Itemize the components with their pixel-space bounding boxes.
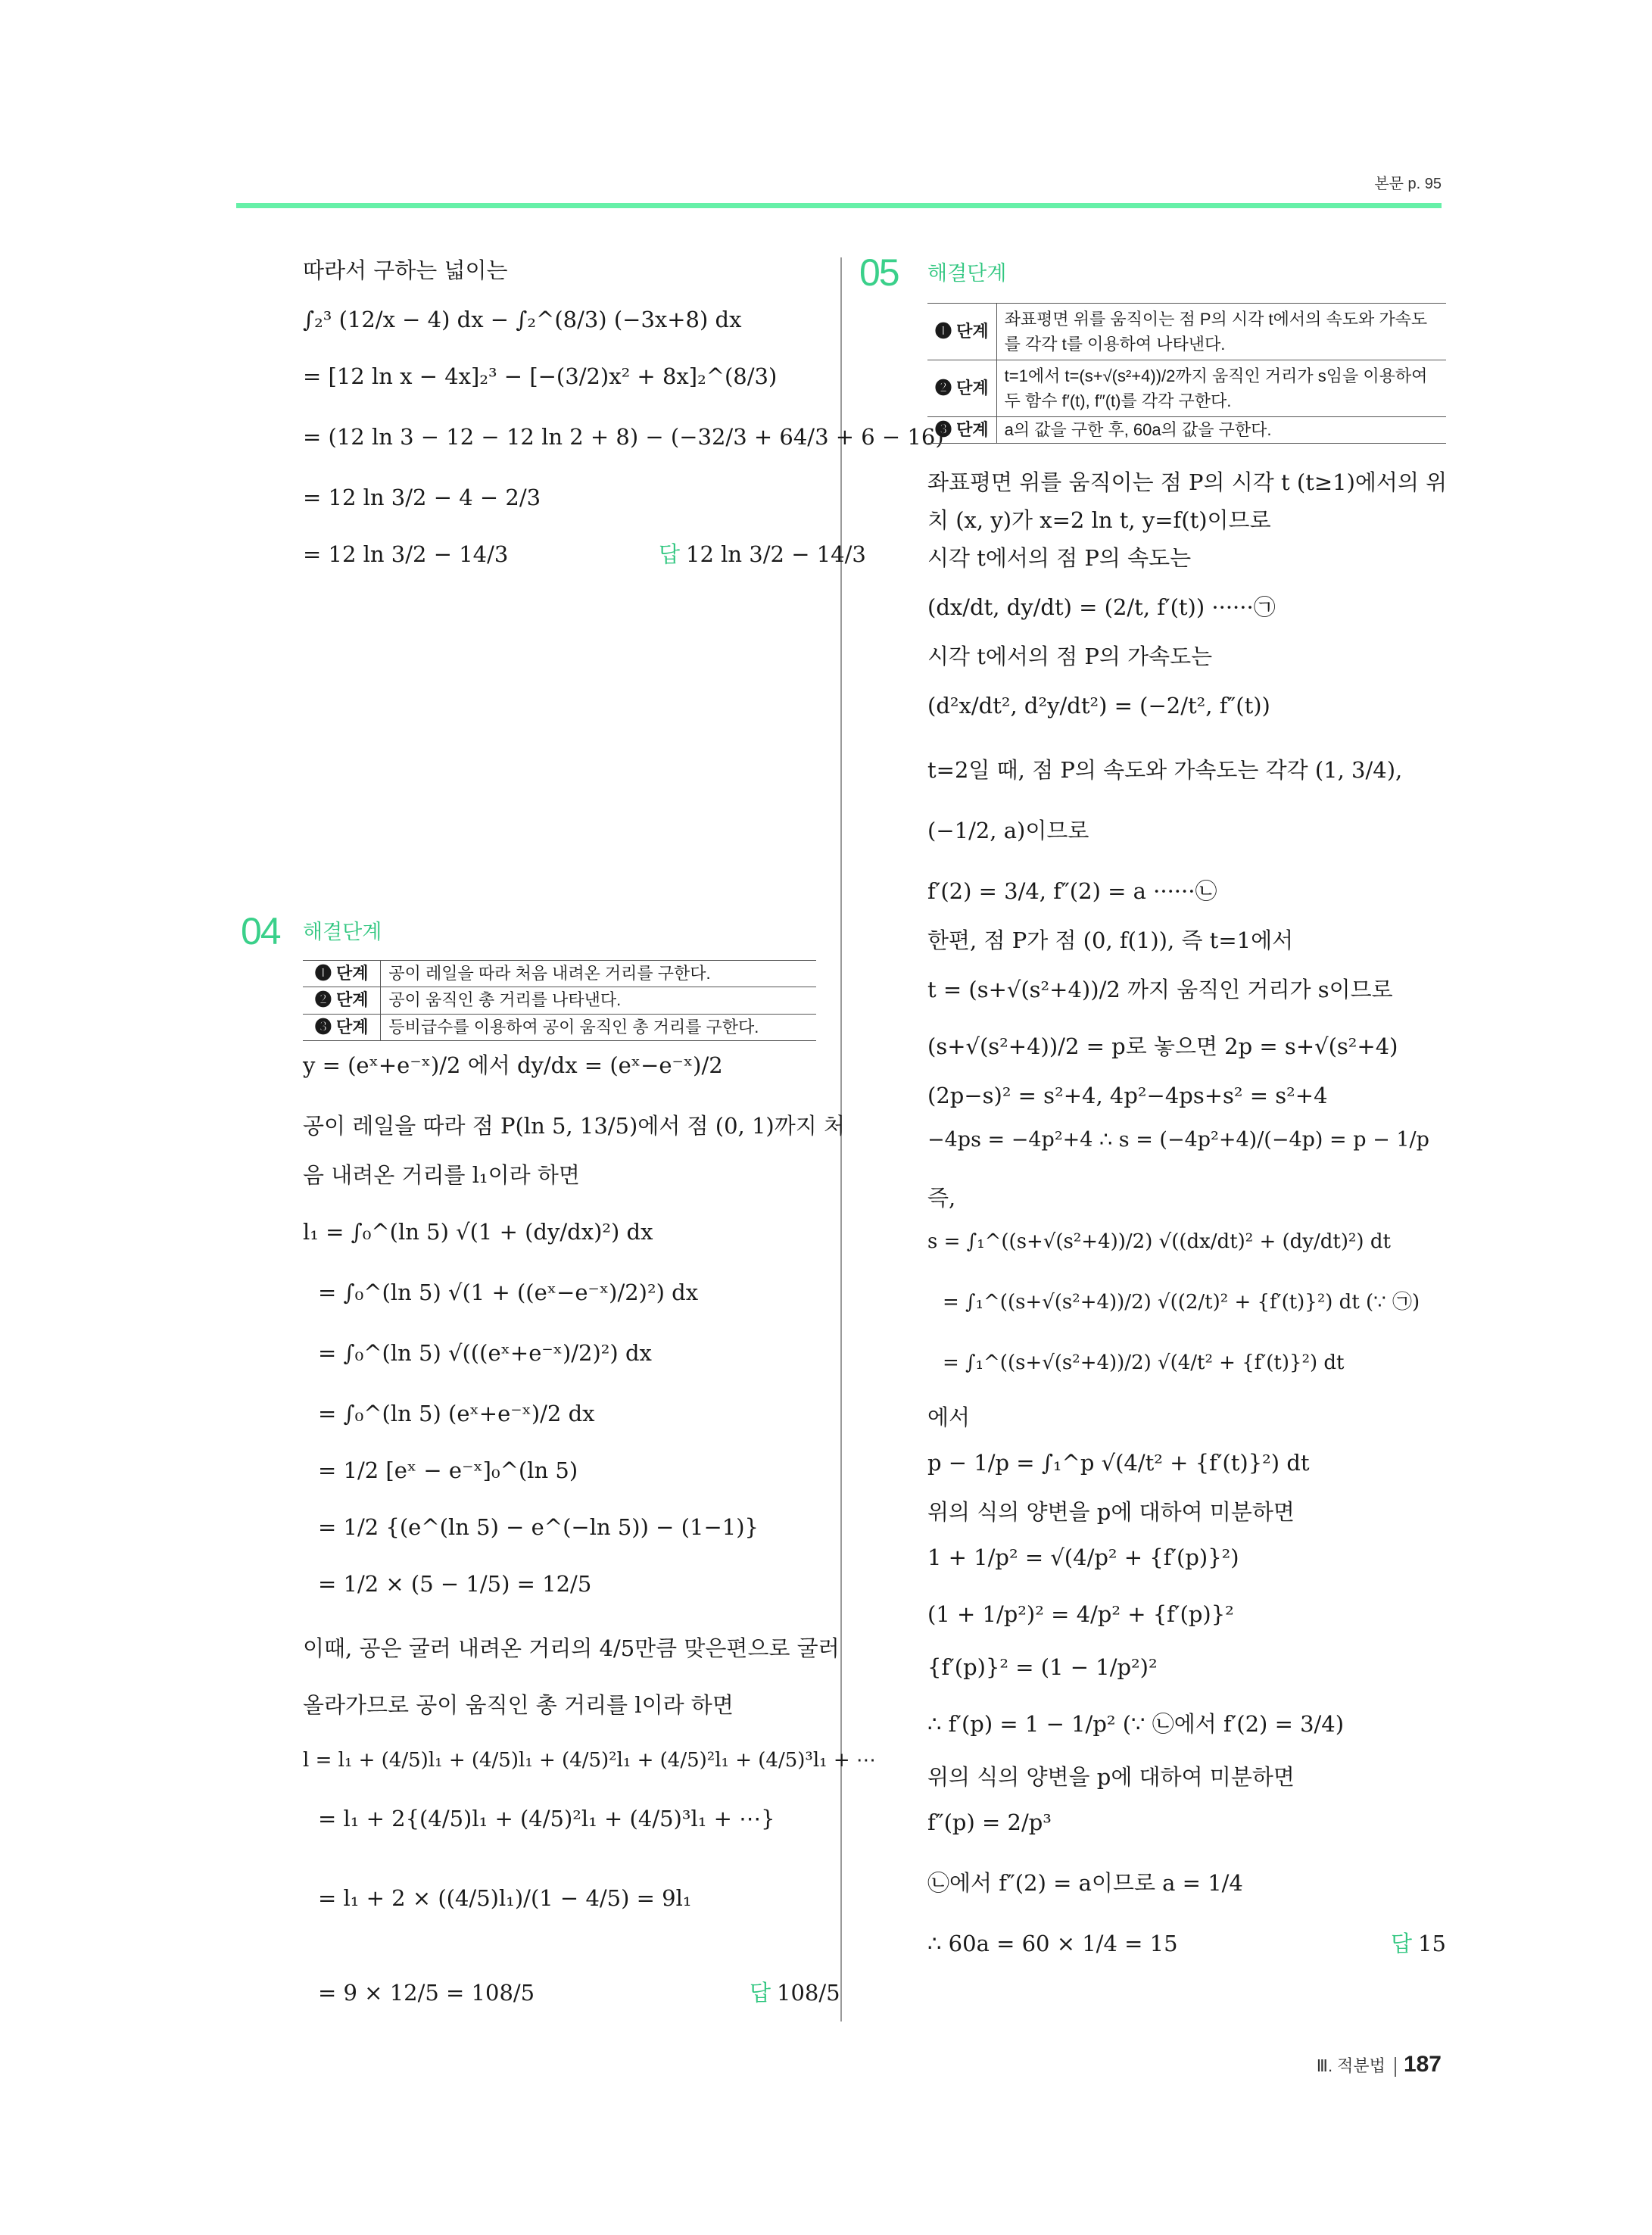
answer-label: 답 [659,543,681,567]
answer-value: 12 ln 3/2 − 14/3 [686,541,866,567]
solution-line: 위의 식의 양변을 p에 대하여 미분하면 [927,1499,1295,1525]
answer [1391,1931,1446,1958]
solution-line: 1 + 1/p² = √(4/p² + {f′(p)}²) [927,1545,1239,1570]
step-text: 등비급수를 이용하여 공이 움직인 총 거리를 구한다. [381,1014,816,1040]
step-label: ❸ 단계 [303,1014,381,1040]
solution-line: f″(p) = 2/p³ [927,1810,1052,1835]
solution-line: 한편, 점 P가 점 (0, f(1)), 즉 t=1에서 [927,927,1294,953]
solution-line: 시각 t에서의 점 P의 속도는 [927,545,1192,571]
header-rule [236,203,1442,208]
answer-value: 15 [1418,1931,1446,1956]
chapter-title: Ⅲ. 적분법 [1316,2056,1385,2075]
solution-line: 즉, [927,1185,956,1211]
solution-line: ㉡에서 f″(2) = a이므로 a = 1/4 [927,1870,1243,1896]
solution-line: s = ∫₁^((s+√(s²+4))/2) √((dx/dt)² + (dy/dt)²) dt [927,1230,1391,1253]
step-label: ❸ 단계 [927,417,996,444]
step-table [303,960,816,1041]
solution-line: = 12 ln 3/2 − 14/3 [303,541,509,567]
step-row [303,961,816,987]
solution-line: (dx/dt, dy/dt) = (2/t, f′(t)) ······㉠ [927,594,1276,620]
solution-line: (−1/2, a)이므로 [927,818,1089,843]
step-label: ❷ 단계 [303,987,381,1014]
solution-line: 위의 식의 양변을 p에 대하여 미분하면 [927,1764,1295,1790]
answer [750,1980,840,2007]
step-row [927,360,1446,417]
page-reference: 본문 p. 95 [1374,176,1442,192]
solution-line: = 1/2 {(e^(ln 5) − e^(−ln 5)) − (1−1)} [318,1514,759,1540]
step-label: ❷ 단계 [927,360,996,417]
answer-value: 108/5 [777,1980,840,2006]
solution-line: = 1/2 × (5 − 1/5) = 12/5 [318,1571,592,1597]
page-footer [1317,2052,1442,2078]
step-text: 공이 레일을 따라 처음 내려온 거리를 구한다. [381,961,816,987]
step-label: ❶ 단계 [303,961,381,987]
solution-line: = (12 ln 3 − 12 − 12 ln 2 + 8) − (−32/3 + 64/3 + 6 − 16) [303,424,944,450]
solution-line: t = (s+√(s²+4))/2 까지 움직인 거리가 s이므로 [927,977,1393,1002]
solution-line: = 9 × 12/5 = 108/5 [318,1980,535,2006]
solution-line: 음 내려온 거리를 l₁이라 하면 [303,1162,580,1188]
solution-line: 이때, 공은 굴러 내려온 거리의 4/5만큼 맞은편으로 굴러 [303,1635,840,1661]
answer [659,541,866,569]
solution-line: y = (eˣ+e⁻ˣ)/2 에서 dy/dx = (eˣ−e⁻ˣ)/2 [303,1052,723,1078]
solution-line: 올라가므로 공이 움직인 총 거리를 l이라 하면 [303,1692,734,1718]
solution-line: = 12 ln 3/2 − 4 − 2/3 [303,485,541,510]
step-row [927,304,1446,360]
solution-line: (d²x/dt², d²y/dt²) = (−2/t², f″(t)) [927,693,1270,719]
solution-line: −4ps = −4p²+4 ∴ s = (−4p²+4)/(−4p) = p − 1/p [927,1128,1429,1152]
solution-line: = ∫₁^((s+√(s²+4))/2) √((2/t)² + {f′(t)}²) dt (∵ ㉠) [943,1291,1420,1314]
step-text: t=1에서 t=(s+√(s²+4))/2까지 움직인 거리가 s임을 이용하여 두 함수 f′(t), f″(t)를 각각 구한다. [996,360,1446,417]
step-text: 좌표평면 위를 움직이는 점 P의 시각 t에서의 속도와 가속도를 각각 t를 이용하여 나타낸다. [996,304,1446,360]
solution-line: ∴ f′(p) = 1 − 1/p² (∵ ㉡에서 f′(2) = 3/4) [927,1711,1345,1737]
step-row [303,1014,816,1040]
solution-line: = l₁ + 2 × ((4/5)l₁)/(1 − 4/5) = 9l₁ [318,1885,692,1911]
solution-line: = ∫₀^(ln 5) √(1 + ((eˣ−e⁻ˣ)/2)²) dx [318,1280,699,1305]
question-number: 05 [859,251,899,294]
answer-label: 답 [750,1981,771,2006]
section-label: 해결단계 [927,262,1007,285]
solution-line: (s+√(s²+4))/2 = p로 놓으면 2p = s+√(s²+4) [927,1033,1398,1059]
solution-line: 시각 t에서의 점 P의 가속도는 [927,644,1213,669]
solution-line: {f′(p)}² = (1 − 1/p²)² [927,1654,1158,1680]
step-text: a의 값을 구한 후, 60a의 값을 구한다. [996,417,1446,444]
step-text: 공이 움직인 총 거리를 나타낸다. [381,987,816,1014]
solution-line: = ∫₀^(ln 5) √(((eˣ+e⁻ˣ)/2)²) dx [318,1340,652,1366]
solution-line: p − 1/p = ∫₁^p √(4/t² + {f′(t)}²) dt [927,1450,1310,1476]
solution-line: = 1/2 [eˣ − e⁻ˣ]₀^(ln 5) [318,1457,578,1483]
solution-line: (1 + 1/p²)² = 4/p² + {f′(p)}² [927,1601,1234,1627]
step-row [303,987,816,1014]
solution-line: 에서 [927,1404,971,1430]
solution-line: (2p−s)² = s²+4, 4p²−4ps+s² = s²+4 [927,1083,1328,1108]
solution-line: t=2일 때, 점 P의 속도와 가속도는 각각 (1, 3/4), [927,757,1403,783]
solution-line: = l₁ + 2{(4/5)l₁ + (4/5)²l₁ + (4/5)³l₁ + ⋯} [318,1806,775,1831]
footer-separator [1395,2057,1396,2077]
solution-line: l₁ = ∫₀^(ln 5) √(1 + (dy/dx)²) dx [303,1219,653,1245]
solution-line: l = l₁ + (4/5)l₁ + (4/5)l₁ + (4/5)²l₁ + (4/5)²l₁ + (4/5)³l₁ + ⋯ [303,1749,876,1772]
page-number: 187 [1403,2052,1442,2077]
section-label: 해결단계 [303,921,382,943]
solution-line: 따라서 구하는 넓이는 [303,257,508,283]
solution-line: = ∫₁^((s+√(s²+4))/2) √(4/t² + {f′(t)}²) dt [943,1351,1345,1374]
solution-line: 치 (x, y)가 x=2 ln t, y=f(t)이므로 [927,507,1271,533]
solution-line: 좌표평면 위를 움직이는 점 P의 시각 t (t≥1)에서의 위 [927,469,1448,495]
question-number: 04 [241,910,280,952]
solution-line: = [12 ln x − 4x]₂³ − [−(3/2)x² + 8x]₂^(8/3) [303,363,778,389]
solution-line: 공이 레일을 따라 점 P(ln 5, 13/5)에서 점 (0, 1)까지 처 [303,1113,846,1139]
solution-line: ∫₂³ (12/x − 4) dx − ∫₂^(8/3) (−3x+8) dx [303,307,742,332]
step-label: ❶ 단계 [927,304,996,360]
step-row [927,417,1446,444]
answer-label: 답 [1391,1932,1413,1956]
solution-line: ∴ 60a = 60 × 1/4 = 15 [927,1931,1178,1956]
solution-line: f′(2) = 3/4, f″(2) = a ······㉡ [927,878,1217,904]
solution-line: = ∫₀^(ln 5) (eˣ+e⁻ˣ)/2 dx [318,1401,595,1426]
step-table [927,303,1446,444]
